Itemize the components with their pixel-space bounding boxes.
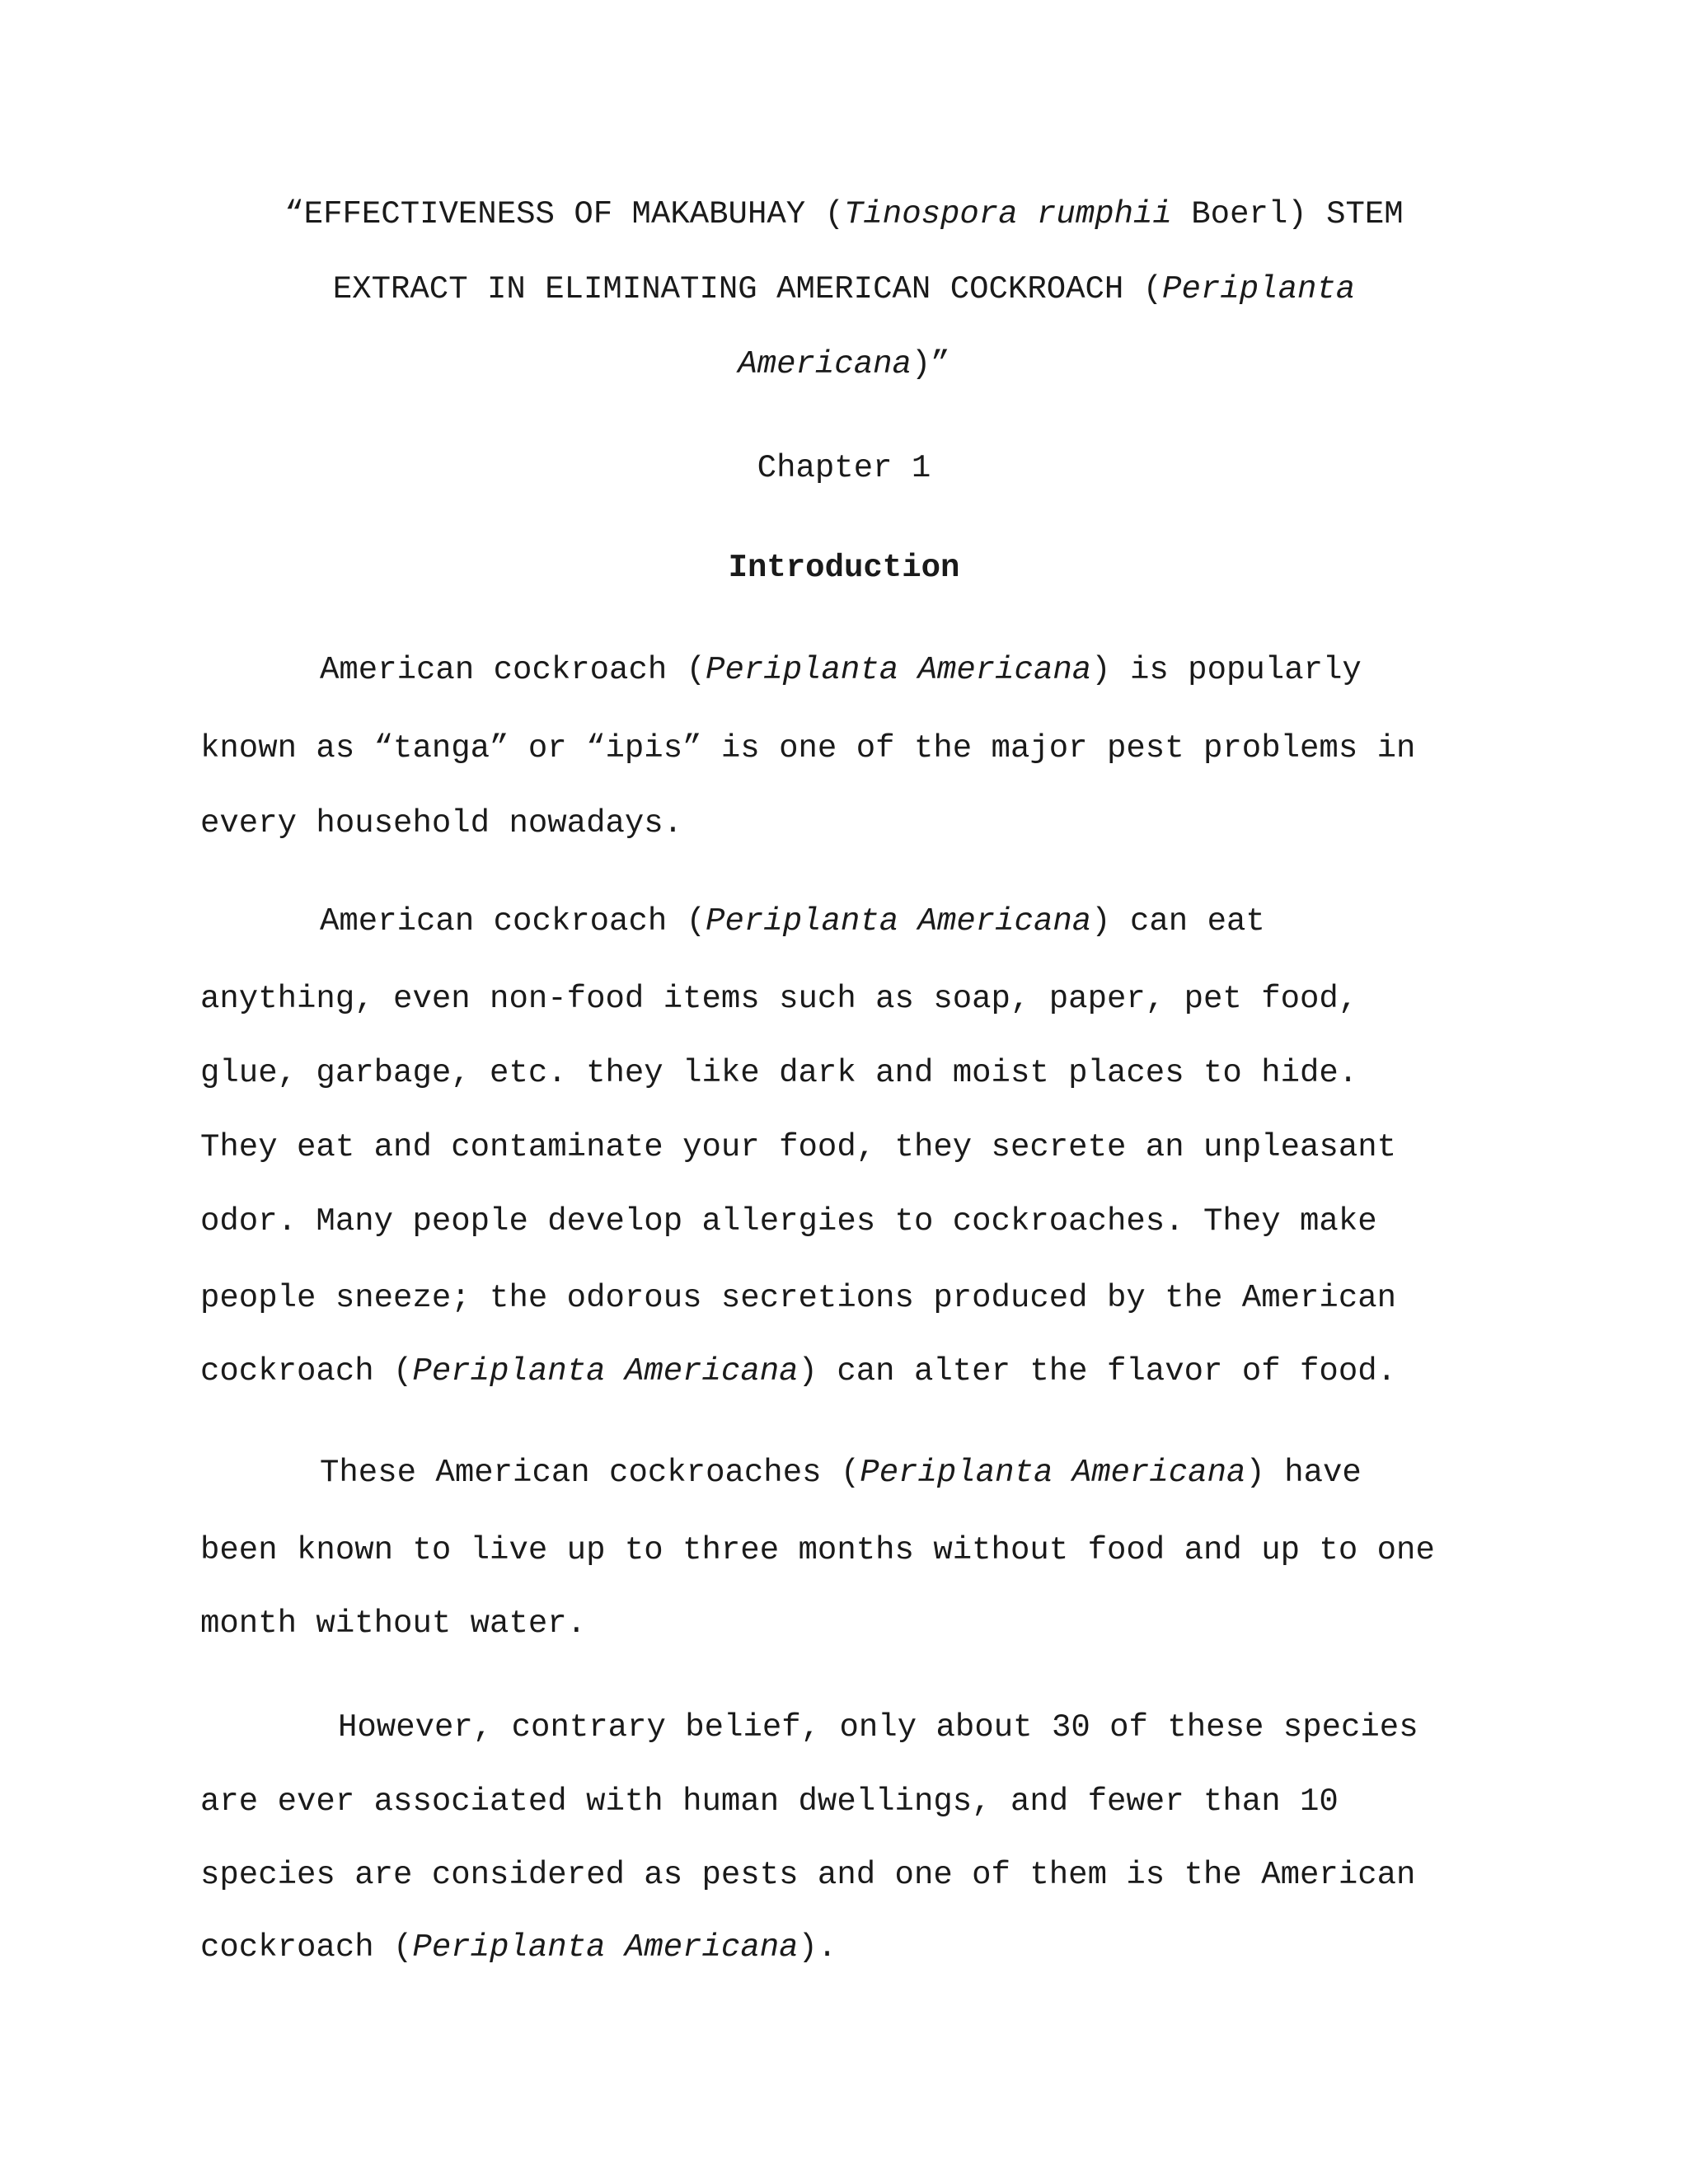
paragraph-3-line-3: month without water.	[200, 1605, 587, 1642]
body-text: ) can eat	[1091, 903, 1265, 940]
scientific-name: Americana	[738, 346, 912, 382]
body-text: ) can alter the flavor of food.	[798, 1353, 1397, 1390]
body-text: American cockroach (	[320, 652, 706, 688]
scientific-name: Periplanta Americana	[412, 1353, 799, 1390]
paragraph-3-line-2: been known to live up to three months without food and up to one	[200, 1532, 1435, 1568]
title-text: “EFFECTIVENESS OF MAKABUHAY (	[284, 196, 844, 232]
paragraph-1-line-1	[320, 650, 1362, 690]
paragraph-1-line-3: every household nowadays.	[200, 805, 683, 841]
body-text: ) have	[1245, 1455, 1362, 1491]
scientific-name: Periplanta Americana	[706, 903, 1092, 940]
scientific-name: Periplanta Americana	[860, 1455, 1246, 1491]
paragraph-2-line-5: odor. Many people develop allergies to cockroaches. They make	[200, 1203, 1377, 1240]
paragraph-2-line-1	[320, 902, 1265, 941]
body-text: ) is popularly	[1091, 652, 1362, 688]
paragraph-2-line-3: glue, garbage, etc. they like dark and moist places to hide.	[200, 1055, 1358, 1091]
paragraph-4-line-3: species are considered as pests and one of them is the American	[200, 1857, 1416, 1893]
chapter-label: Chapter 1	[757, 450, 931, 486]
title-text: Boerl) STEM	[1171, 196, 1404, 232]
title-text: )”	[911, 346, 950, 382]
paragraph-2-line-7	[200, 1352, 1396, 1391]
section-heading: Introduction	[728, 550, 960, 586]
scientific-name: Periplanta Americana	[706, 652, 1092, 688]
paragraph-3-line-1	[320, 1453, 1362, 1493]
body-text: cockroach (	[200, 1929, 413, 1966]
paragraph-2-line-4: They eat and contaminate your food, they secrete an unpleasant	[200, 1129, 1397, 1165]
title-line-2	[0, 269, 1688, 309]
title-line-3	[0, 344, 1688, 384]
paragraph-1-line-2: known as “tanga” or “ipis” is one of the major pest problems in	[200, 730, 1416, 766]
title-text: EXTRACT IN ELIMINATING AMERICAN COCKROACH (	[332, 271, 1163, 307]
scientific-name: Periplanta Americana	[412, 1929, 799, 1966]
body-text: cockroach (	[200, 1353, 413, 1390]
scientific-name: Periplanta	[1162, 271, 1356, 307]
title-line-1	[0, 194, 1688, 234]
body-text: These American cockroaches (	[320, 1455, 860, 1491]
body-text: American cockroach (	[320, 903, 706, 940]
paragraph-4-line-4	[200, 1928, 837, 1967]
scientific-name: Tinospora rumphii	[843, 196, 1172, 232]
body-text: ).	[798, 1929, 837, 1966]
paragraph-2-line-2: anything, even non-food items such as soap, paper, pet food,	[200, 981, 1358, 1017]
paragraph-2-line-6: people sneeze; the odorous secretions produced by the American	[200, 1280, 1397, 1316]
paragraph-4-line-1: However, contrary belief, only about 30 of these species	[338, 1709, 1418, 1746]
paragraph-4-line-2: are ever associated with human dwellings, and fewer than 10	[200, 1783, 1339, 1820]
